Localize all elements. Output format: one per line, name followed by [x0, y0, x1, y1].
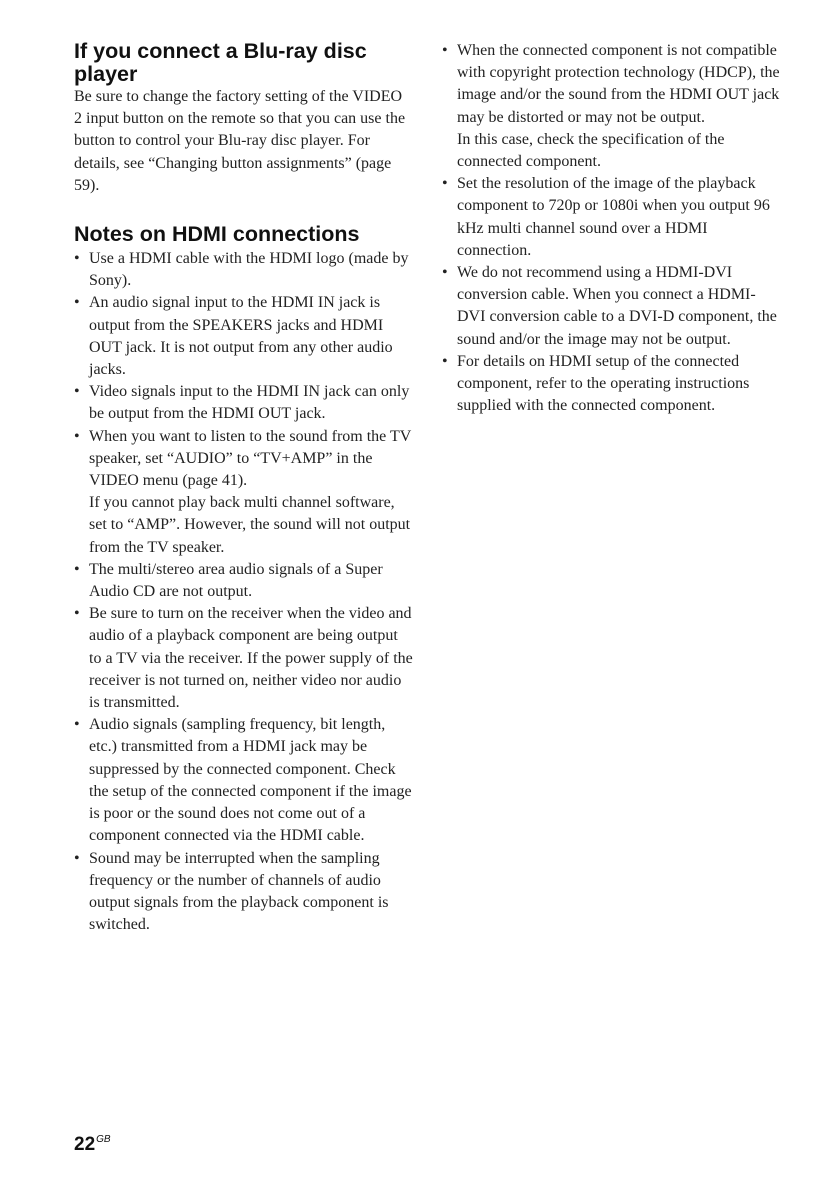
list-item-note: In this case, check the specification of the connected component.: [457, 130, 725, 171]
list-item: [74, 848, 414, 937]
list-item-note: If you cannot play back multi channel software, set to “AMP”. However, the sound will not output from the TV speaker.: [89, 494, 411, 556]
list-item-text: For details on HDMI setup of the connected component, refer to the operating instructions supplied with the connected component.: [457, 352, 750, 415]
list-item-text: Sound may be interrupted when the sampling frequency or the number of channels of audio output signals from the playback component is switched.: [89, 849, 389, 934]
list-item-text: Audio signals (sampling frequency, bit length, etc.) transmitted from a HDMI jack may be suppressed by the connected component. Check the setup of the connected component if the image is poor or the sound does not come out of a component connected via the HDMI cable.: [89, 716, 412, 845]
list-item: [74, 603, 414, 714]
page-number: [74, 1134, 111, 1156]
list-item: [442, 40, 782, 173]
hdmi-notes-list-continued: [442, 40, 782, 417]
bullet-icon: •: [74, 605, 80, 623]
page-number-suffix: GB: [96, 1134, 111, 1145]
list-item-text: Set the resolution of the image of the playback component to 720p or 1080i when you output 96 kHz multi channel sound over a HDMI connection.: [457, 175, 770, 259]
list-item: [442, 262, 782, 351]
right-column: [442, 40, 782, 417]
bullet-icon: •: [74, 427, 80, 445]
list-item: [74, 426, 414, 559]
bullet-icon: •: [74, 250, 80, 268]
list-item-text: Be sure to turn on the receiver when the video and audio of a playback component are being output to a TV via the receiver. If the power supply of the receiver is not turned on, neither video nor audio is transmitted.: [89, 605, 413, 712]
bullet-icon: •: [74, 383, 80, 401]
bullet-icon: •: [74, 560, 80, 578]
list-item: [74, 248, 414, 292]
list-item-text: When you want to listen to the sound from the TV speaker, set “AUDIO” to “TV+AMP” in the VIDEO menu (page 41).: [89, 427, 412, 490]
bullet-icon: •: [74, 849, 80, 867]
list-item: [442, 173, 782, 262]
page-number-value: 22: [74, 1134, 96, 1155]
list-item: [74, 714, 414, 847]
list-item: [74, 381, 414, 425]
list-item-text: The multi/stereo area audio signals of a Super Audio CD are not output.: [89, 560, 383, 601]
bullet-icon: •: [74, 294, 80, 312]
bullet-icon: •: [442, 42, 448, 59]
list-item: [74, 559, 414, 603]
bullet-icon: •: [74, 716, 80, 734]
list-item: [442, 351, 782, 418]
section-heading-hdmi-notes: Notes on HDMI connections: [74, 222, 360, 247]
list-item-text: Use a HDMI cable with the HDMI logo (made by Sony).: [89, 250, 409, 290]
bullet-icon: •: [442, 264, 448, 282]
section-heading-bluray: If you connect a Blu-ray disc player: [74, 39, 367, 86]
list-item-text: An audio signal input to the HDMI IN jack is output from the SPEAKERS jacks and HDMI OUT jack. It is not output from any other audio jacks.: [89, 294, 393, 379]
bullet-icon: •: [442, 175, 448, 193]
list-item-text: We do not recommend using a HDMI-DVI conversion cable. When you connect a HDMI-DVI conversion cable to a DVI-D component, the sound and/or the image may not be output.: [457, 264, 777, 348]
list-item: [74, 292, 414, 381]
bluray-paragraph: Be sure to change the factory setting of the VIDEO 2 input button on the remote so that you can use the button to control your Blu-ray disc player. For details, see “Changing button assignments” (page 59).: [74, 88, 406, 194]
list-item-text: When the connected component is not compatible with copyright protection technology (HDCP), the image and/or the sound from the HDMI OUT jack may be distorted or may not be output.: [457, 42, 780, 126]
hdmi-notes-list: [74, 248, 414, 936]
list-item-text: Video signals input to the HDMI IN jack can only be output from the HDMI OUT jack.: [89, 383, 410, 423]
bullet-icon: •: [442, 352, 448, 370]
left-column: [74, 40, 414, 936]
